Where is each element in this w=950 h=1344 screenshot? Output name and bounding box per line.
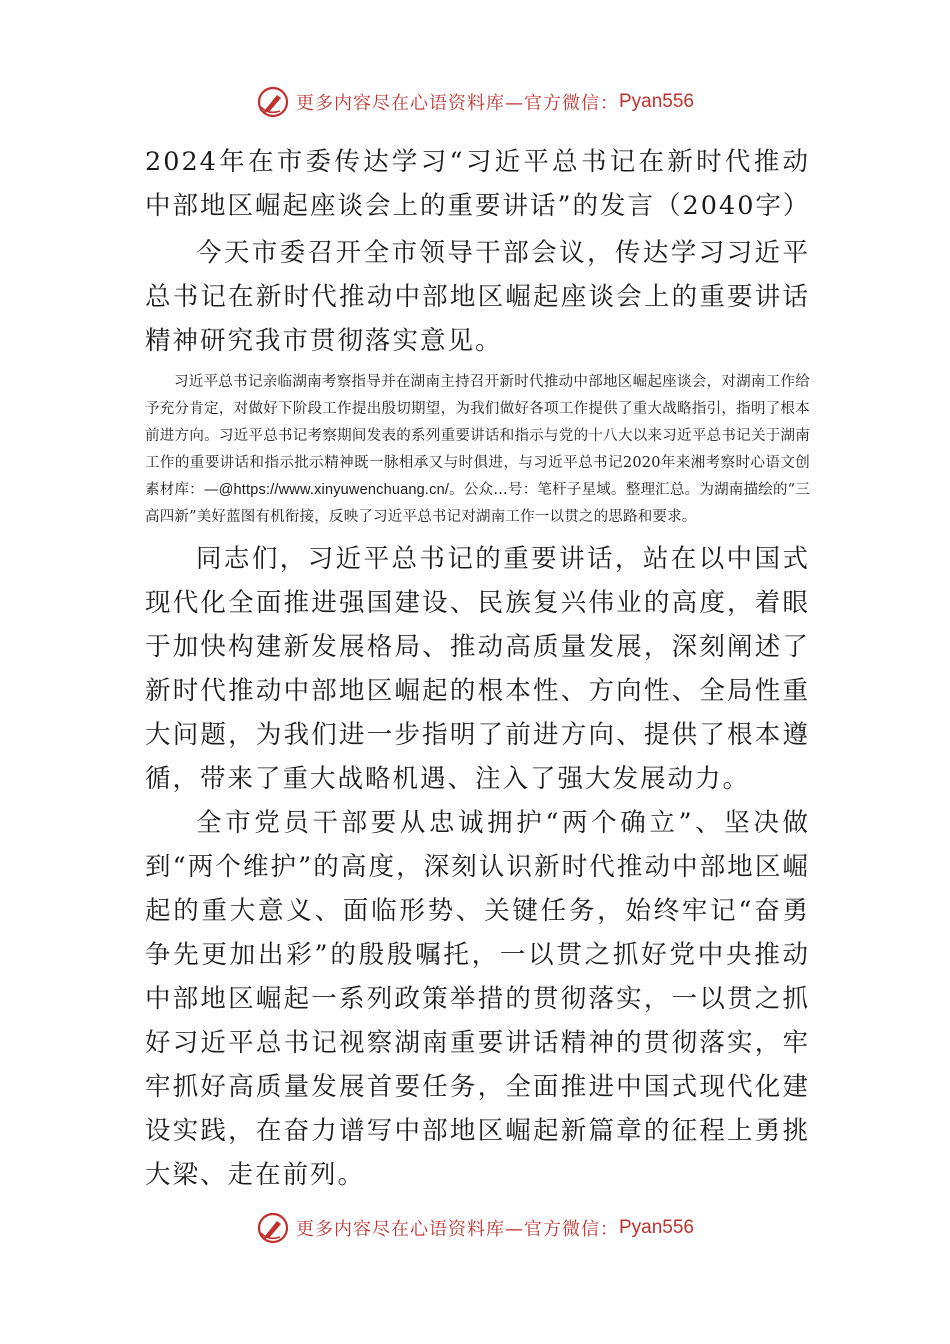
- document-body: [145, 140, 810, 1197]
- paragraph-3: 全市党员干部要从忠诚拥护“两个确立”、坚决做到“两个维护”的高度，深刻认识新时代推动中部地区崛起的重大意义、面临形势、关键任务，始终牢记“奋勇争先更加出彩”的殷殷嘱托，一以贯之抓好党中央推动中部地区崛起一系列政策举措的贯彻落实，一以贯之抓好习近平总书记视察湖南重要讲话精神的贯彻落实，牢牢抓好高质量发展首要任务，全面推进中国式现代化建设实践，在奋力谱写中部地区崛起新篇章的征程上勇挑大梁、走在前列。: [145, 808, 810, 1190]
- watermark-text: 更多内容尽在心语资料库—官方微信：: [295, 1219, 619, 1240]
- watermark-text: 更多内容尽在心语资料库—官方微信：: [295, 93, 619, 114]
- pen-logo-icon: [256, 1211, 290, 1245]
- watermark-banner-bottom: [0, 1208, 950, 1248]
- inset-text-part2: 。公众…号：笔杆子星域。整理汇总。为湖南描绘的“三高四新”美好蓝图有机衔接，反映了习近平总书记对湖南工作一以贯之的思路和要求。: [145, 482, 811, 525]
- watermark-banner-top: [0, 82, 950, 122]
- paragraph-inset: [145, 369, 810, 531]
- watermark-account: Pyan556: [618, 1217, 694, 1238]
- paragraph-intro: 今天市委召开全市领导干部会议，传达学习习近平总书记在新时代推动中部地区崛起座谈会上的重要讲话精神研究我市贯彻落实意见。: [145, 238, 810, 356]
- watermark-account: Pyan556: [618, 91, 694, 112]
- inset-url: @https://www.xinyuwenchuang.cn/: [218, 482, 450, 498]
- pen-logo-icon: [256, 85, 290, 119]
- inset-text-part1: 习近平总书记亲临湖南考察指导并在湖南主持召开新时代推动中部地区崛起座谈会，对湖南工作给予充分肯定，对做好下阶段工作提出殷切期望，为我们做好各项工作提供了重大战略指引，指明了根本前进方向。习近平总书记考察期间发表的系列重要讲话和指示与党的十八大以来习近平总书记关于湖南工作的重要讲话和指示批示精神既一脉相承又与时俱进，与习近平总书记2020年来湘考察时心语文创素材库：—: [145, 374, 810, 498]
- paragraph-2: 同志们，习近平总书记的重要讲话，站在以中国式现代化全面推进强国建设、民族复兴伟业的高度，着眼于加快构建新发展格局、推动高质量发展，深刻阐述了新时代推动中部地区崛起的根本性、方向性、全局性重大问题，为我们进一步指明了前进方向、提供了根本遵循，带来了重大战略机遇、注入了强大发展动力。: [145, 544, 810, 794]
- document-title: 2024年在市委传达学习“习近平总书记在新时代推动中部地区崛起座谈会上的重要讲话”的发言（2040字）: [145, 147, 811, 221]
